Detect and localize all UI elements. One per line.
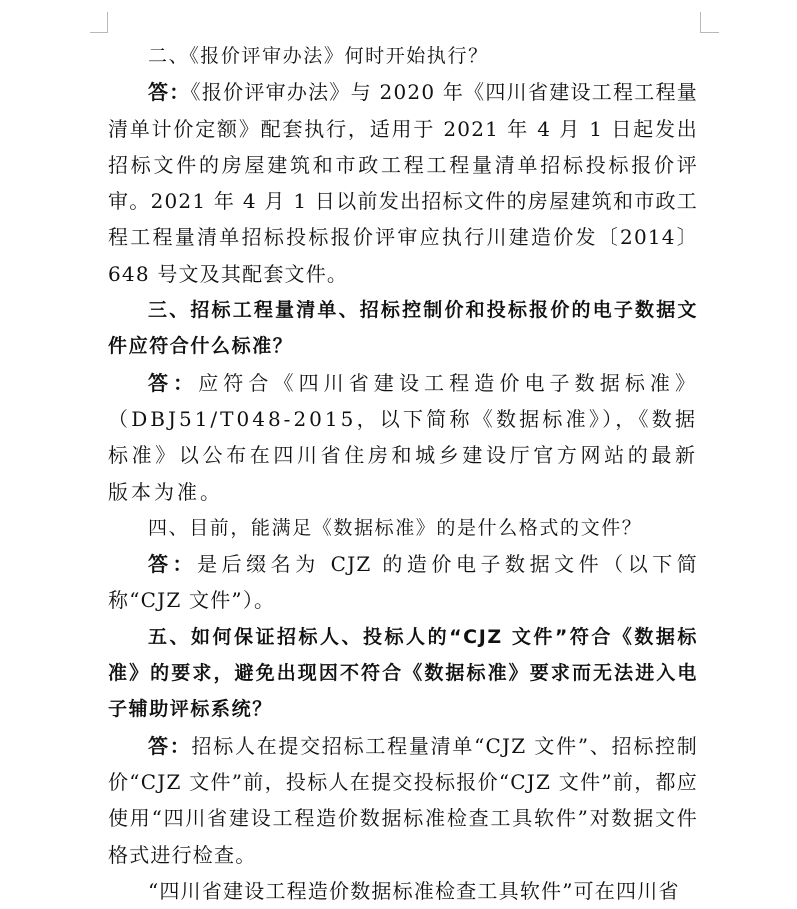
answer-text: 是后缀名为 CJZ 的造价电子数据文件（以下简称“CJZ 文件”）。: [108, 552, 698, 613]
answer-text: 《报价评审办法》与 2020 年《四川省建设工程工程量清单计价定额》配套执行，适用于 2021 年 4 月 1 日起发出招标文件的房屋建筑和市政工程工程量清单招标投标报价评审。2021 年 4 月 1 日以前发出招标文件的房屋建筑和市政工程工程量清单招标投标报价评审应执行川建造价发〔2014〕648 号文及其配套文件。: [108, 80, 699, 286]
answer-paragraph-3: [108, 365, 698, 510]
document-body: [108, 38, 698, 909]
page-corner-mark-top-left: [90, 12, 108, 33]
trailing-paragraph: “四川省建设工程造价数据标准检查工具软件”可在四川省: [148, 878, 680, 903]
answer-label: 答：: [148, 733, 192, 758]
answer-text: 招标人在提交招标工程量清单“CJZ 文件”、招标控制价“CJZ 文件”前，投标人在提交投标报价“CJZ 文件”前，都应使用“四川省建设工程造价数据标准检查工具软件”对数据文件格式进行检查。: [108, 733, 698, 867]
answer-paragraph-5: [108, 728, 698, 873]
answer-label: 答：: [148, 370, 199, 395]
answer-text: 应符合《四川省建设工程造价电子数据标准》（DBJ51/T048-2015，以下简称《数据标准》），《数据标准》以公布在四川省住房和城乡建设厅官方网站的最新版本为准。: [108, 370, 699, 504]
question-heading-5: 五、如何保证招标人、投标人的“CJZ 文件”符合《数据标准》的要求，避免出现因不符合《数据标准》要求而无法进入电子辅助评标系统？: [108, 625, 698, 721]
answer-paragraph-4: [108, 546, 698, 619]
answer-paragraph-2: [108, 74, 698, 292]
page-corner-mark-top-right: [700, 12, 719, 33]
question-heading-4: 四、目前，能满足《数据标准》的是什么格式的文件？: [148, 516, 643, 539]
question-heading-2: 二、《报价评审办法》何时开始执行？: [148, 45, 489, 67]
answer-label: 答：: [148, 80, 191, 105]
answer-label: 答：: [148, 552, 198, 577]
question-heading-3: 三、招标工程量清单、招标控制价和投标报价的电子数据文件应符合什么标准？: [108, 299, 698, 358]
